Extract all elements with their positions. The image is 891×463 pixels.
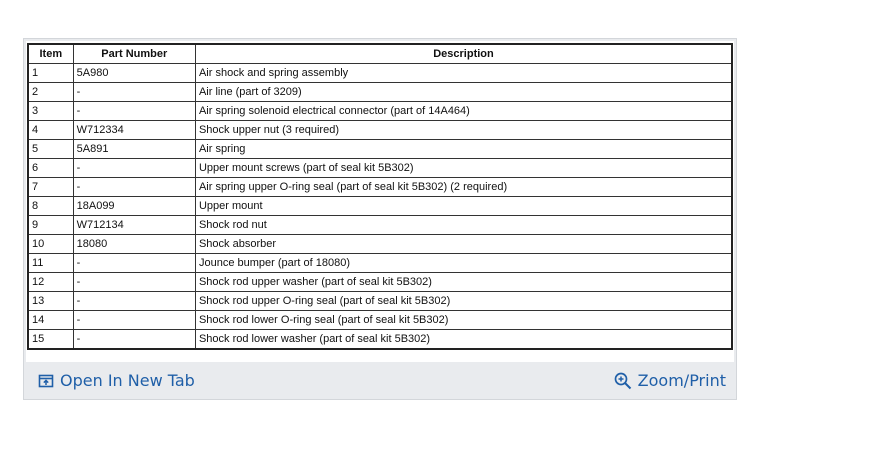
cell-item: 2	[28, 83, 73, 102]
cell-description: Upper mount screws (part of seal kit 5B302)	[195, 159, 732, 178]
zoom-print-link[interactable]	[614, 371, 726, 390]
table-container	[26, 41, 734, 362]
table-header-row	[28, 44, 732, 64]
table-row	[28, 216, 732, 235]
cell-part-number: -	[73, 102, 195, 121]
cell-part-number: 18080	[73, 235, 195, 254]
header-description: Description	[195, 44, 732, 64]
cell-part-number: -	[73, 311, 195, 330]
cell-description: Air spring solenoid electrical connector (part of 14A464)	[195, 102, 732, 121]
parts-table	[27, 43, 733, 350]
widget-footer	[24, 362, 736, 399]
table-row	[28, 140, 732, 159]
header-item: Item	[28, 44, 73, 64]
table-row	[28, 311, 732, 330]
cell-description: Shock rod lower washer (part of seal kit 5B302)	[195, 330, 732, 350]
cell-part-number: W712334	[73, 121, 195, 140]
table-row	[28, 254, 732, 273]
cell-part-number: -	[73, 292, 195, 311]
zoom-icon	[614, 372, 632, 390]
cell-item: 14	[28, 311, 73, 330]
cell-part-number: -	[73, 83, 195, 102]
parts-table-widget	[23, 38, 737, 400]
cell-item: 15	[28, 330, 73, 350]
table-row	[28, 83, 732, 102]
cell-item: 8	[28, 197, 73, 216]
table-body	[28, 64, 732, 350]
cell-item: 3	[28, 102, 73, 121]
cell-description: Shock rod upper O-ring seal (part of seal kit 5B302)	[195, 292, 732, 311]
cell-description: Shock rod lower O-ring seal (part of seal kit 5B302)	[195, 311, 732, 330]
cell-part-number: 18A099	[73, 197, 195, 216]
cell-item: 9	[28, 216, 73, 235]
cell-description: Jounce bumper (part of 18080)	[195, 254, 732, 273]
cell-description: Air spring upper O-ring seal (part of seal kit 5B302) (2 required)	[195, 178, 732, 197]
cell-part-number: -	[73, 273, 195, 292]
table-row	[28, 235, 732, 254]
cell-part-number: -	[73, 159, 195, 178]
open-in-new-tab-link[interactable]	[38, 371, 195, 390]
cell-part-number: 5A891	[73, 140, 195, 159]
cell-description: Shock rod upper washer (part of seal kit 5B302)	[195, 273, 732, 292]
cell-description: Shock rod nut	[195, 216, 732, 235]
cell-part-number: W712134	[73, 216, 195, 235]
cell-item: 5	[28, 140, 73, 159]
open-in-new-tab-label: Open In New Tab	[60, 371, 195, 390]
cell-description: Air shock and spring assembly	[195, 64, 732, 83]
cell-item: 7	[28, 178, 73, 197]
table-row	[28, 178, 732, 197]
table-row	[28, 121, 732, 140]
table-row	[28, 273, 732, 292]
cell-item: 13	[28, 292, 73, 311]
table-row	[28, 197, 732, 216]
cell-part-number: -	[73, 330, 195, 350]
table-row	[28, 64, 732, 83]
cell-item: 1	[28, 64, 73, 83]
cell-item: 6	[28, 159, 73, 178]
open-in-new-tab-icon	[38, 373, 54, 389]
table-row	[28, 159, 732, 178]
cell-item: 10	[28, 235, 73, 254]
cell-item: 12	[28, 273, 73, 292]
cell-item: 11	[28, 254, 73, 273]
table-row	[28, 292, 732, 311]
cell-description: Upper mount	[195, 197, 732, 216]
table-row	[28, 102, 732, 121]
zoom-print-label: Zoom/Print	[637, 371, 726, 390]
cell-part-number: -	[73, 178, 195, 197]
cell-description: Shock upper nut (3 required)	[195, 121, 732, 140]
table-row	[28, 330, 732, 350]
cell-part-number: 5A980	[73, 64, 195, 83]
cell-description: Air line (part of 3209)	[195, 83, 732, 102]
cell-part-number: -	[73, 254, 195, 273]
cell-item: 4	[28, 121, 73, 140]
cell-description: Air spring	[195, 140, 732, 159]
header-part-number: Part Number	[73, 44, 195, 64]
cell-description: Shock absorber	[195, 235, 732, 254]
